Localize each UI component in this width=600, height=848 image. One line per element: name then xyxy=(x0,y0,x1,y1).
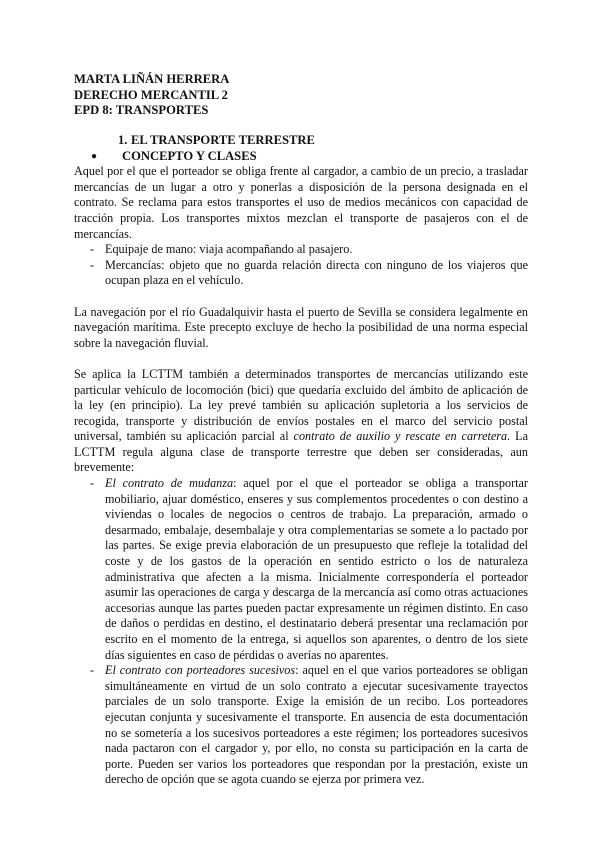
dash-marker: - xyxy=(90,242,95,257)
contract-term: El contrato de mudanza xyxy=(105,476,234,491)
course-subject: DERECHO MERCANTIL 2 xyxy=(74,87,228,102)
assignment-title: EPD 8: TRANSPORTES xyxy=(74,103,209,118)
contract-term: El contrato con porteadores sucesivos xyxy=(105,663,296,678)
author-name: MARTA LIÑÁN HERRERA xyxy=(74,72,230,86)
section-title: EL TRANSPORTE TERRESTRE xyxy=(131,133,315,147)
document-body xyxy=(74,133,528,788)
list-item-text: Equipaje de mano: viaja acompañando al pasajero. xyxy=(105,242,353,257)
contract-description: : aquel por el que el porteador se obliga a transportar mobiliario, ajuar doméstico, enseres y sus complementos procedentes o con destino a viviendas o locales de negocios o centros de trabajo. La preparación, armado o desarmado, embalaje, desembalaje y otra complementarias se somete a lo pactado por las partes. Se exige previa elaboración de un presupuesto que refleje la totalidad del coste y de los gastos de la operación en sentido estricto o los de naturaleza administrativa que afecten a la misma. Inicialmente correspondería el porteador asumir las operaciones de carga y descarga de la mercancía así como otras actuaciones accesorias aunque las partes pueden pactar expresamente un régimen distinto. En caso de daños o perdidas en destino, el destinatario deberá presentar una reclamación por escrito en el momento de la entrega, si aquellos son aparentes, o dentro de los siete días siguientes en caso de pérdidas o averías no aparentes. xyxy=(105,476,528,662)
spacer xyxy=(74,289,528,305)
contract-description: : aquel en el que varios porteadores se obligan simultáneamente en virtud de un solo contrato a ejecutar sucesivamente trayectos parciales de un solo transporte. Exige la emisión de un recibo. Los porteadores ejecutan conjunta y sucesivamente el transporte. En ausencia de esta documentación no se sometería a los sucesivos porteadores a este régimen; los porteadores sucesivos nada pactaron con el cargador y, por ello, no consta su participación en la carta de porte. Pueden ser varios los porteadores que respondan por la prestación, existe un derecho de opción que se agota cuando se ejerza por primera vez. xyxy=(105,663,528,787)
list-item xyxy=(74,663,528,788)
dash-marker: - xyxy=(90,476,95,491)
spacer xyxy=(74,351,528,367)
bullet-icon: ● xyxy=(91,150,98,162)
list-item-text: Mercancías: objeto que no guarda relación directa con ninguno de los viajeros que ocupan plaza en el vehículo. xyxy=(105,257,528,288)
lcttm-text-before: Se aplica la LCTTM también a determinados transportes de mercancías utilizando este particular vehículo de locomoción (bici) que quedaría excluido del ámbito de aplicación de la ley (en principio). La ley prevé también su aplicación supletoria a los servicios de recogida, transporte y distribución de envíos postales en el marco del servicio postal universal, también su aplicación parcial al xyxy=(74,366,528,444)
dash-marker: - xyxy=(90,257,95,272)
contract-types-list xyxy=(74,476,528,788)
subsection-heading xyxy=(74,149,528,165)
lcttm-italic-term: contrato de auxilio y rescate en carretera xyxy=(293,429,508,444)
section-number: 1. xyxy=(118,133,128,147)
section-heading xyxy=(74,133,528,149)
list-item xyxy=(74,476,528,663)
dash-marker: - xyxy=(90,663,95,678)
lcttm-paragraph xyxy=(74,367,528,476)
list-item xyxy=(74,258,528,289)
cargo-types-list xyxy=(74,242,528,289)
lcttm-text-after: . La LCTTM regula alguna clase de transporte terrestre que deben ser consideradas, aun brevemente: xyxy=(74,429,528,475)
guadalquivir-paragraph: La navegación por el río Guadalquivir hasta el puerto de Sevilla se considera legalmente en navegación marítima. Este precepto excluye de hecho la posibilidad de una norma especial sobre la navegación fluvial. xyxy=(74,304,528,350)
document-header xyxy=(74,72,229,119)
intro-paragraph: Aquel por el que el porteador se obliga frente al cargador, a cambio de un precio, a trasladar mercancías de un lugar a otro y ponerlas a disposición de la persona designada en el contrato. Se reclama para estos transportes el uso de medios mecánicos con capacidad de tracción propia. Los transportes mixtos mezclan el transporte de pasajeros con el de mercancías. xyxy=(74,164,528,241)
list-item xyxy=(74,242,528,258)
subsection-title: CONCEPTO Y CLASES xyxy=(122,148,257,163)
